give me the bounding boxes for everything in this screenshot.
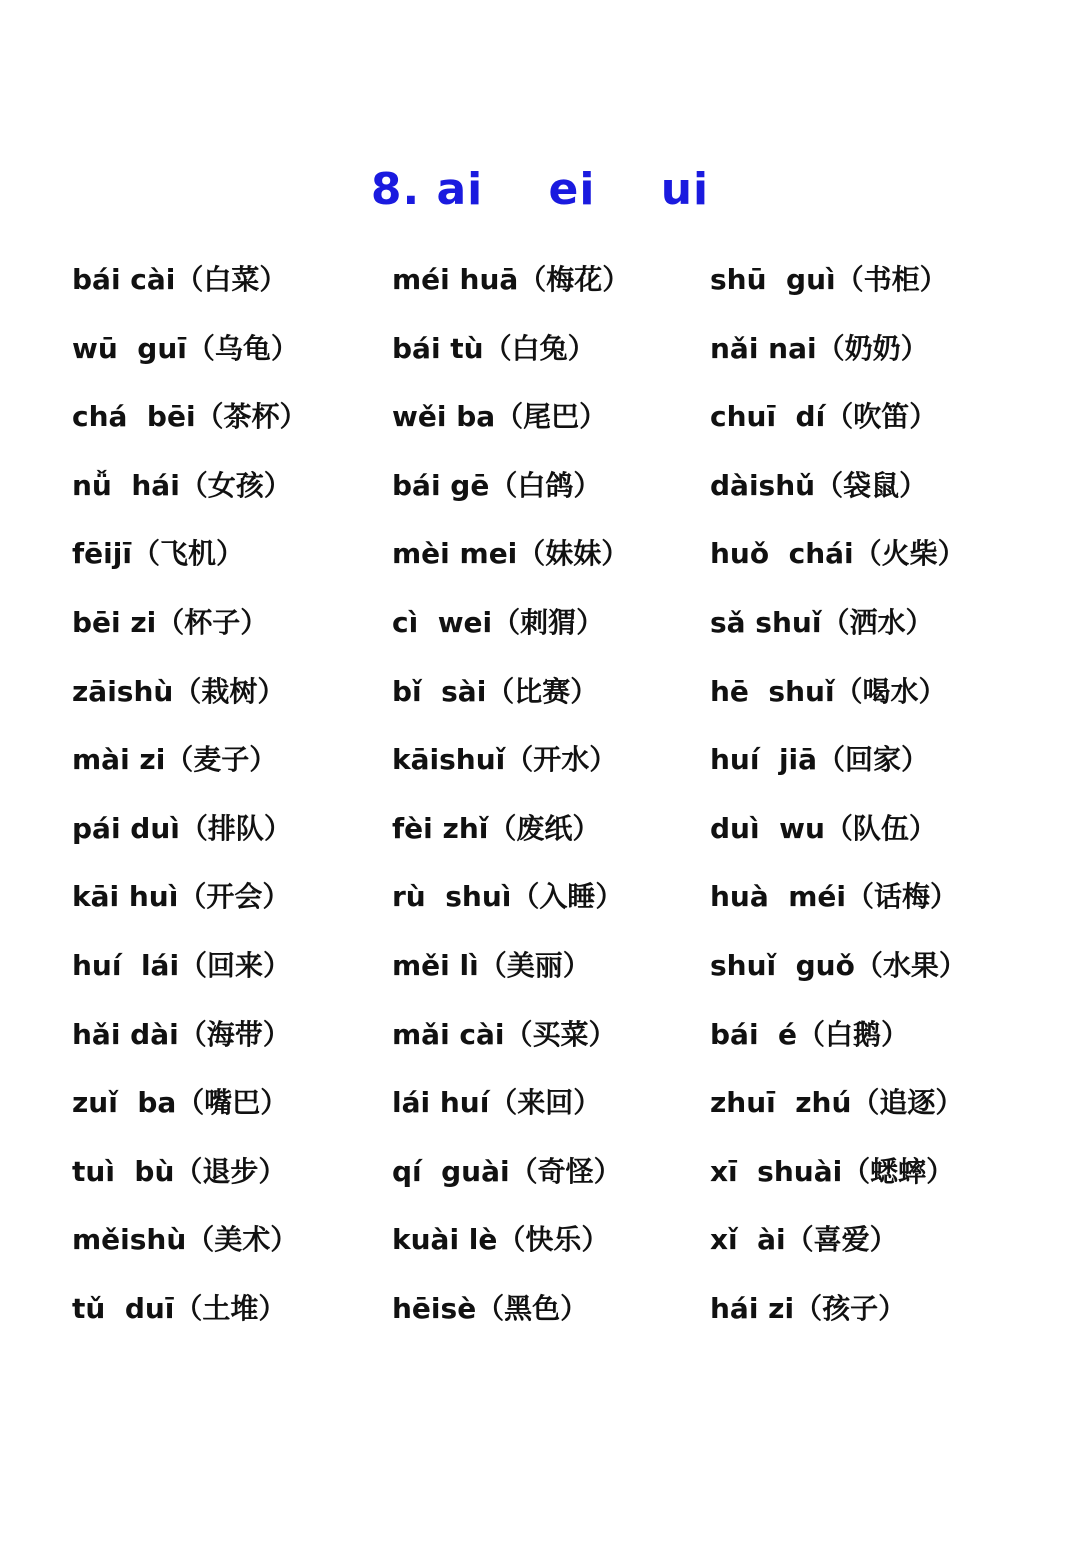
pinyin-word-entry: bái tù（白兔） — [392, 331, 596, 365]
pinyin-word-entry: wū guī（乌龟） — [72, 331, 299, 365]
word-row — [0, 730, 1080, 799]
pinyin-word-entry: hái zi（孩子） — [710, 1291, 907, 1325]
pinyin-word-entry: xǐ ài（喜爱） — [710, 1223, 898, 1257]
pinyin-word-entry: fēijī（飞机） — [72, 537, 244, 571]
pinyin-word-entry: mǎi cài（买菜） — [392, 1017, 617, 1051]
pinyin-word-entry: bǐ sài（比赛） — [392, 674, 599, 708]
pinyin-word-entry: cì wei（刺猬） — [392, 605, 605, 639]
word-row — [0, 1073, 1080, 1142]
page-title: 8. ai ei ui — [370, 164, 710, 215]
pinyin-word-entry: duì wu（队伍） — [710, 811, 937, 845]
pinyin-word-entry: měishù（美术） — [72, 1223, 299, 1257]
pinyin-word-entry: tuì bù（退步） — [72, 1154, 287, 1188]
pinyin-word-entry: nǚ hái（女孩） — [72, 468, 292, 502]
word-row — [0, 1279, 1080, 1348]
pinyin-word-entry: mèi mei（妹妹） — [392, 537, 630, 571]
pinyin-word-entry: bēi zi（杯子） — [72, 605, 269, 639]
pinyin-word-entry: zuǐ ba（嘴巴） — [72, 1086, 289, 1120]
pinyin-word-entry: xī shuài（蟋蟀） — [710, 1154, 955, 1188]
word-row — [0, 319, 1080, 388]
word-row — [0, 456, 1080, 525]
word-row — [0, 936, 1080, 1005]
pinyin-word-entry: bái é（白鹅） — [710, 1017, 910, 1051]
pinyin-word-entry: zhuī zhú（追逐） — [710, 1086, 964, 1120]
pinyin-word-entry: dàishǔ（袋鼠） — [710, 468, 928, 502]
pinyin-word-entry: chuī dí（吹笛） — [710, 400, 938, 434]
word-row — [0, 1005, 1080, 1074]
pinyin-word-entry: qí guài（奇怪） — [392, 1154, 622, 1188]
pinyin-word-entry: lái huí（来回） — [392, 1086, 602, 1120]
word-row — [0, 250, 1080, 319]
pinyin-word-entry: huí lái（回来） — [72, 948, 292, 982]
word-row — [0, 799, 1080, 868]
pinyin-word-entry: shū guì（书柜） — [710, 263, 948, 296]
word-row — [0, 662, 1080, 731]
pinyin-word-entry: huà méi（话梅） — [710, 880, 959, 914]
pinyin-word-entry: zāishù（栽树） — [72, 674, 286, 708]
pinyin-word-entry: huí jiā（回家） — [710, 743, 930, 777]
pinyin-word-entry: méi huā（梅花） — [392, 263, 631, 296]
pinyin-word-entry: kāishuǐ（开水） — [392, 743, 618, 777]
pinyin-word-entry: nǎi nai（奶奶） — [710, 331, 929, 365]
pinyin-word-entry: mài zi（麦子） — [72, 743, 278, 777]
pinyin-word-entry: hǎi dài（海带） — [72, 1017, 291, 1051]
pinyin-word-entry: kāi huì（开会） — [72, 880, 291, 914]
pinyin-word-entry: hē shuǐ（喝水） — [710, 674, 947, 708]
pinyin-word-entry: chá bēi（茶杯） — [72, 400, 308, 434]
pinyin-word-entry: měi lì（美丽） — [392, 948, 591, 982]
pinyin-word-entry: pái duì（排队） — [72, 811, 292, 845]
pinyin-word-entry: kuài lè（快乐） — [392, 1223, 610, 1257]
word-row — [0, 387, 1080, 456]
word-row — [0, 593, 1080, 662]
word-row — [0, 867, 1080, 936]
pinyin-word-entry: wěi ba（尾巴） — [392, 400, 608, 434]
pinyin-word-entry: rù shuì（入睡） — [392, 880, 624, 914]
word-grid — [0, 250, 1080, 1348]
pinyin-word-entry: hēisè（黑色） — [392, 1291, 589, 1325]
pinyin-word-entry: bái gē（白鸽） — [392, 468, 602, 502]
pinyin-word-entry: tǔ duī（土堆） — [72, 1291, 287, 1325]
pinyin-word-entry: bái cài（白菜） — [72, 263, 288, 296]
pinyin-word-entry: shuǐ guǒ（水果） — [710, 948, 967, 982]
pinyin-word-entry: sǎ shuǐ（洒水） — [710, 605, 934, 639]
word-row — [0, 1210, 1080, 1279]
pinyin-word-entry: fèi zhǐ（废纸） — [392, 811, 601, 845]
pinyin-word-entry: huǒ chái（火柴） — [710, 537, 966, 571]
word-row — [0, 524, 1080, 593]
word-row — [0, 1142, 1080, 1211]
